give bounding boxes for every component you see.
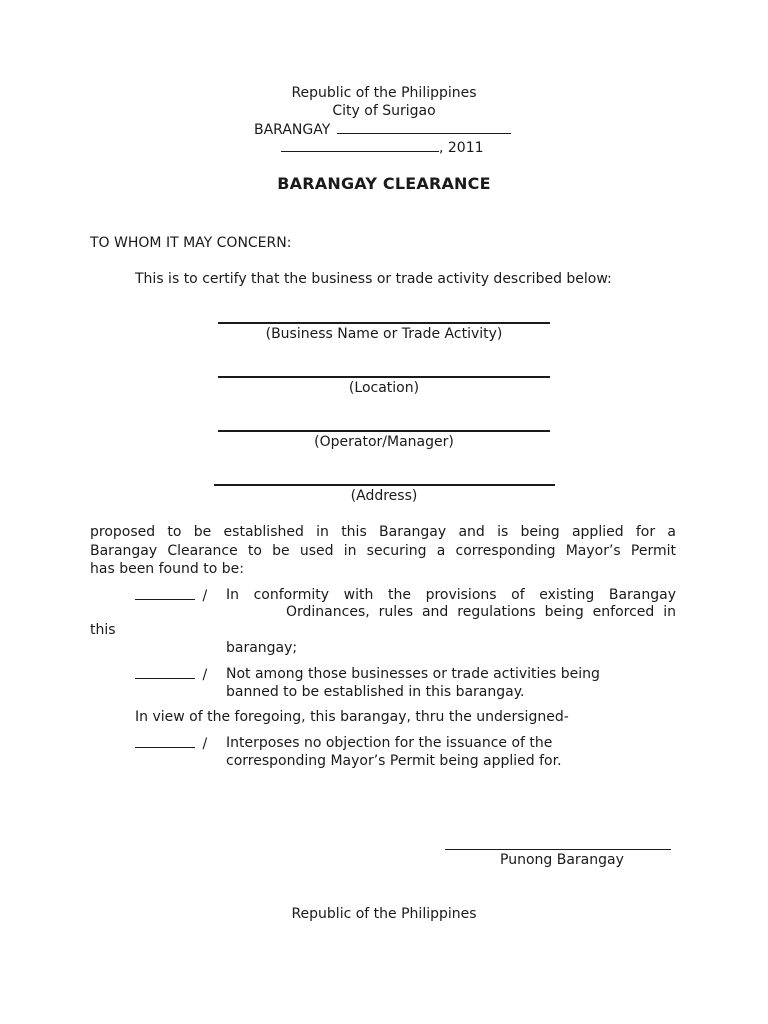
option-3-line-2: corresponding Mayor’s Permit being applied for.	[226, 753, 562, 769]
business-name-line	[218, 322, 550, 324]
operator-line	[218, 430, 550, 432]
header-city: City of Surigao	[332, 103, 436, 119]
barangay-label: BARANGAY	[254, 122, 331, 138]
option-2-slash: /	[202, 667, 208, 683]
option-3-checkline	[135, 734, 195, 748]
option-1-blank	[135, 586, 207, 605]
salutation: TO WHOM IT MAY CONCERN:	[90, 235, 292, 251]
option-3-line-1: Interposes no objection for the issuance of the	[226, 735, 553, 751]
address-label: (Address)	[350, 488, 418, 504]
document-title: BARANGAY CLEARANCE	[277, 174, 491, 193]
date-blank	[281, 138, 439, 152]
option-3-blank	[135, 734, 207, 753]
option-3-slash: /	[202, 736, 208, 752]
body-line-1: proposed to be established in this Barangay and is being applied for a	[90, 524, 676, 540]
option-1-line-1: In conformity with the provisions of existing Barangay	[226, 587, 676, 603]
address-line	[214, 484, 555, 486]
signature-label: Punong Barangay	[500, 852, 624, 868]
operator-label: (Operator/Manager)	[314, 434, 454, 450]
option-2-line-2: banned to be established in this barangay.	[226, 684, 525, 700]
option-1-line-3: barangay;	[226, 640, 298, 656]
date-year: , 2011	[439, 140, 484, 156]
option-1-line-2: Ordinances, rules and regulations being enforced in	[286, 604, 676, 620]
intro-text: This is to certify that the business or trade activity described below:	[135, 271, 612, 287]
footer-republic: Republic of the Philippines	[291, 906, 477, 922]
option-2-checkline	[135, 665, 195, 679]
header-republic: Republic of the Philippines	[291, 85, 477, 101]
option-1-checkline	[135, 586, 195, 600]
in-view-text: In view of the foregoing, this barangay, thru the undersigned-	[135, 709, 569, 725]
option-1-this: this	[90, 622, 116, 638]
barangay-blank	[337, 120, 511, 134]
option-2-blank	[135, 665, 207, 684]
body-line-3: has been found to be:	[90, 561, 244, 577]
option-2-line-1: Not among those businesses or trade activities being	[226, 666, 600, 682]
header-barangay-line	[254, 120, 511, 139]
signature-line	[445, 849, 671, 850]
business-name-label: (Business Name or Trade Activity)	[265, 326, 503, 342]
location-label: (Location)	[348, 380, 420, 396]
option-1-slash: /	[202, 588, 208, 604]
header-date-line	[281, 138, 484, 157]
body-line-2: Barangay Clearance to be used in securing a corresponding Mayor’s Permit	[90, 543, 676, 559]
location-line	[218, 376, 550, 378]
